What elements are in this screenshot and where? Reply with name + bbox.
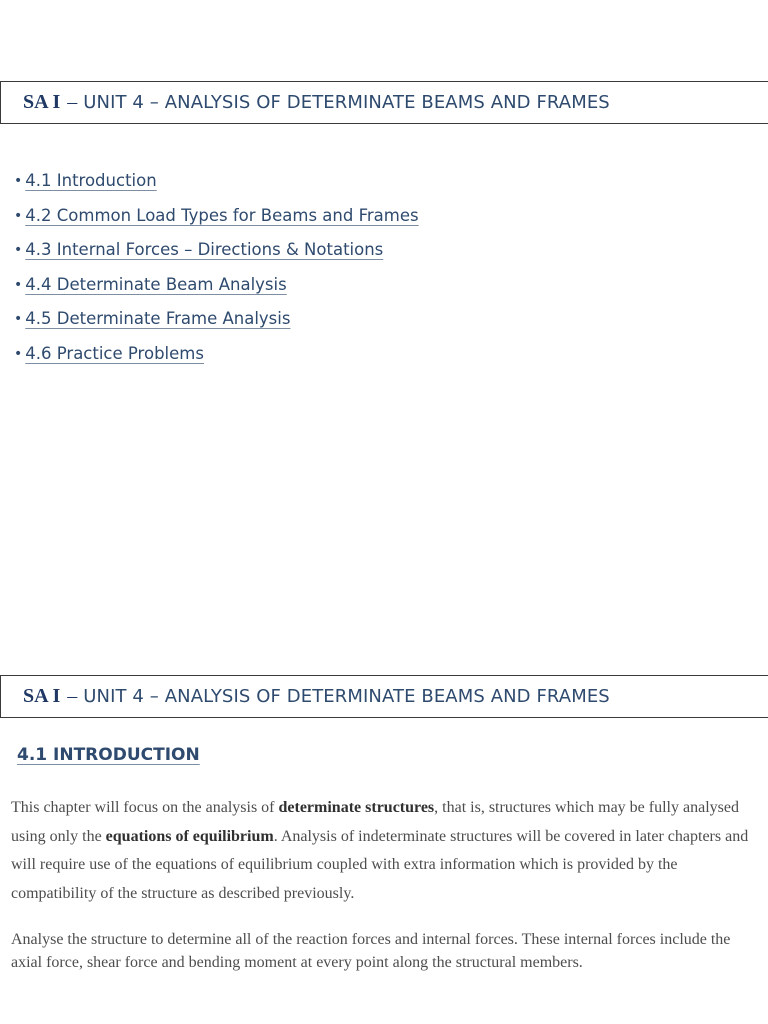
bullet: • [14, 242, 23, 259]
bullet: • [14, 173, 23, 189]
header-dash: – [67, 685, 78, 707]
slide1-header [0, 81, 768, 124]
toc-link-introduction[interactable]: 4.1 Introduction [25, 171, 157, 190]
paragraph-text: This chapter will focus on the analysis of [11, 799, 279, 816]
slide2-header [0, 675, 768, 718]
toc-item-beam-analysis [14, 274, 419, 309]
header-dash: – [67, 91, 78, 113]
toc-link-frame-analysis[interactable]: 4.5 Determinate Frame Analysis [25, 309, 291, 329]
unit-title: UNIT 4 – ANALYSIS OF DETERMINATE BEAMS AND FRAMES [83, 92, 610, 113]
course-code: SA I [23, 91, 61, 113]
toc-link-beam-analysis[interactable]: 4.4 Determinate Beam Analysis [25, 274, 287, 294]
toc-link-load-types[interactable]: 4.2 Common Load Types for Beams and Frames [25, 205, 419, 225]
analysis-paragraph: Analyse the structure to determine all of the reaction forces and internal forces. These internal forces include the axial force, shear force and bending moment at every point along the structural members. [11, 931, 731, 971]
toc-item-internal-forces [14, 239, 419, 274]
section-heading: 4.1 INTRODUCTION [17, 745, 200, 765]
bullet: • [14, 207, 23, 224]
toc-item-frame-analysis [14, 308, 419, 343]
course-code: SA I [23, 685, 61, 707]
bold-term: determinate structures [278, 799, 435, 816]
table-of-contents [14, 170, 419, 378]
bold-term: equations of equilibrium [105, 827, 274, 845]
toc-link-practice-problems[interactable]: 4.6 Practice Problems [25, 343, 204, 363]
bullet: • [14, 345, 23, 362]
toc-item-practice-problems [14, 343, 419, 378]
toc-item-load-types [14, 205, 419, 240]
paragraph-text: , that is, structures which may be fully analysed using only the [11, 799, 739, 845]
toc-link-internal-forces[interactable]: 4.3 Internal Forces – Directions & Notations [25, 240, 384, 260]
intro-paragraph [11, 794, 751, 909]
unit-title: UNIT 4 – ANALYSIS OF DETERMINATE BEAMS AND FRAMES [83, 686, 610, 707]
toc-item-introduction [14, 170, 419, 205]
paragraph-text: . Analysis of indeterminate structures will be covered in later chapters and will require use of the equations of equilibrium coupled with extra information which is provided by the compatibility of the structure as described previously. [11, 827, 749, 903]
bullet: • [14, 276, 23, 293]
bullet: • [14, 311, 23, 328]
